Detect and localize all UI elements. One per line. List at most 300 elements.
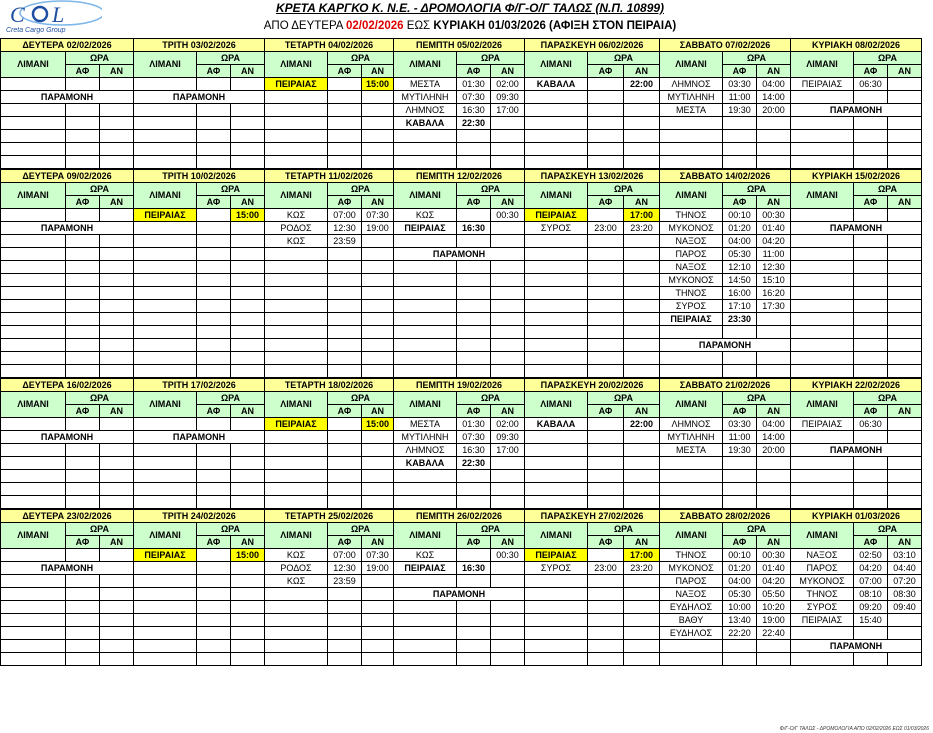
departure-cell: 15:00 <box>362 418 394 431</box>
day-header: ΚΥΡΙΑΚΗ 22/02/2026 <box>791 379 922 392</box>
port-cell <box>791 339 854 352</box>
port-cell <box>525 470 588 483</box>
port-cell <box>1 418 66 431</box>
port-cell <box>265 470 328 483</box>
arrival-cell: 16:30 <box>457 444 491 457</box>
port-cell <box>265 104 328 117</box>
departure-cell <box>100 457 134 470</box>
departure-cell <box>231 222 265 235</box>
arrival-cell <box>66 640 100 653</box>
port-cell: ΠΕΙΡΑΙΑΣ <box>525 549 588 562</box>
port-cell <box>1 627 66 640</box>
week-table <box>0 38 922 169</box>
departure-column-header: ΑΝ <box>757 65 791 78</box>
departure-cell <box>100 588 134 601</box>
port-column-header: ΛΙΜΑΝΙ <box>525 392 588 418</box>
page-title: ΚΡΕΤΑ ΚΑΡΓΚΟ Κ. Ν.Ε. - ΔΡΟΜΟΛΟΓΙΑ Φ/Γ-Ο/Γ ΤΑΛΩΣ (Ν.Π. 10899) <box>275 1 665 15</box>
arrival-cell <box>66 78 100 91</box>
port-cell: ΠΕΙΡΑΙΑΣ <box>265 78 328 91</box>
spacer-row <box>1 156 922 169</box>
day-header: ΠΕΜΠΤΗ 19/02/2026 <box>394 379 525 392</box>
schedule-row <box>1 222 922 235</box>
port-cell: ΚΩΣ <box>394 209 457 222</box>
departure-column-header: ΑΝ <box>624 405 660 418</box>
port-cell <box>660 352 723 365</box>
arrival-cell <box>588 235 624 248</box>
port-cell <box>791 274 854 287</box>
arrival-cell <box>66 326 100 339</box>
departure-cell: 19:00 <box>757 614 791 627</box>
port-cell <box>265 248 328 261</box>
departure-cell <box>362 444 394 457</box>
port-cell <box>1 313 66 326</box>
departure-column-header: ΑΝ <box>362 65 394 78</box>
arrival-cell <box>723 483 757 496</box>
departure-cell <box>757 457 791 470</box>
port-cell: ΤΗΝΟΣ <box>660 549 723 562</box>
departure-cell <box>624 287 660 300</box>
arrival-cell <box>723 326 757 339</box>
schedule-row <box>1 261 922 274</box>
departure-cell <box>100 640 134 653</box>
day-header: ΚΥΡΙΑΚΗ 15/02/2026 <box>791 170 922 183</box>
time-column-header: ΩΡΑ <box>328 523 394 536</box>
time-column-header: ΩΡΑ <box>66 183 134 196</box>
arrival-column-header: ΑΦ <box>854 65 888 78</box>
arrival-cell: 04:00 <box>723 235 757 248</box>
arrival-cell <box>854 261 888 274</box>
port-cell <box>394 143 457 156</box>
departure-column-header: ΑΝ <box>231 536 265 549</box>
port-cell: ΜΥΚΟΝΟΣ <box>791 575 854 588</box>
departure-cell <box>888 431 922 444</box>
departure-cell <box>231 352 265 365</box>
week-table <box>0 169 922 378</box>
port-cell <box>394 300 457 313</box>
port-cell <box>525 444 588 457</box>
port-cell <box>791 352 854 365</box>
arrival-column-header: ΑΦ <box>66 405 100 418</box>
schedule-row <box>1 143 922 156</box>
departure-cell <box>362 326 394 339</box>
departure-cell: 04:00 <box>757 418 791 431</box>
arrival-column-header: ΑΦ <box>854 196 888 209</box>
logo-caption: Creta Cargo Group <box>6 27 66 34</box>
arrival-cell: 22:30 <box>457 117 491 130</box>
departure-cell: 20:00 <box>757 444 791 457</box>
port-cell <box>134 601 197 614</box>
arrival-cell <box>457 130 491 143</box>
port-cell <box>134 313 197 326</box>
departure-column-header: ΑΝ <box>362 405 394 418</box>
departure-column-header: ΑΝ <box>100 405 134 418</box>
arrival-cell: 16:30 <box>457 222 491 235</box>
schedule-row <box>1 209 922 222</box>
arrival-column-header: ΑΦ <box>723 65 757 78</box>
departure-cell: 09:30 <box>491 91 525 104</box>
arrival-cell <box>457 575 491 588</box>
departure-cell <box>624 326 660 339</box>
port-column-header: ΛΙΜΑΝΙ <box>1 52 66 78</box>
time-column-header: ΩΡΑ <box>588 523 660 536</box>
port-cell <box>1 117 66 130</box>
departure-column-header: ΑΝ <box>757 196 791 209</box>
port-cell <box>265 313 328 326</box>
arrival-cell <box>457 352 491 365</box>
departure-cell <box>624 627 660 640</box>
arrival-cell <box>66 300 100 313</box>
departure-cell <box>888 300 922 313</box>
departure-cell <box>491 627 525 640</box>
port-cell <box>660 143 723 156</box>
arrival-cell <box>197 562 231 575</box>
port-cell: ΤΗΝΟΣ <box>791 588 854 601</box>
port-cell <box>1 640 66 653</box>
arrival-cell <box>66 601 100 614</box>
arrival-cell <box>328 274 362 287</box>
arrival-cell <box>588 444 624 457</box>
departure-cell: 15:00 <box>231 209 265 222</box>
port-cell: ΝΑΞΟΣ <box>660 235 723 248</box>
arrival-cell <box>66 483 100 496</box>
arrival-cell: 10:00 <box>723 601 757 614</box>
day-header: ΣΑΒΒΑΤΟ 14/02/2026 <box>660 170 791 183</box>
departure-cell <box>362 339 394 352</box>
port-cell <box>525 91 588 104</box>
port-cell <box>660 483 723 496</box>
arrival-cell <box>854 300 888 313</box>
departure-cell <box>888 326 922 339</box>
port-cell: ΜΥΚΟΝΟΣ <box>660 562 723 575</box>
departure-cell <box>231 627 265 640</box>
departure-cell: 00:30 <box>757 209 791 222</box>
departure-cell <box>491 640 525 653</box>
port-cell <box>525 457 588 470</box>
port-cell <box>525 130 588 143</box>
subtitle-pre: ΑΠΟ ΔΕΥΤΕΡΑ <box>263 20 347 32</box>
arrival-cell <box>66 352 100 365</box>
departure-cell <box>231 614 265 627</box>
departure-cell <box>491 601 525 614</box>
stay-label: ΠΑΡΑΜΟΝΗ <box>1 431 134 444</box>
departure-cell <box>100 614 134 627</box>
departure-cell <box>100 575 134 588</box>
arrival-cell <box>66 614 100 627</box>
arrival-cell <box>197 248 231 261</box>
port-cell <box>660 130 723 143</box>
port-cell: ΚΑΒΑΛΑ <box>394 457 457 470</box>
day-header: ΠΑΡΑΣΚΕΥΗ 13/02/2026 <box>525 170 660 183</box>
arrival-cell <box>723 143 757 156</box>
departure-cell <box>231 575 265 588</box>
port-cell <box>1 287 66 300</box>
port-cell <box>134 457 197 470</box>
departure-cell: 19:00 <box>362 222 394 235</box>
arrival-cell <box>197 444 231 457</box>
arrival-cell <box>854 431 888 444</box>
port-cell <box>265 627 328 640</box>
arrival-cell: 17:10 <box>723 300 757 313</box>
port-cell <box>1 457 66 470</box>
departure-cell <box>624 300 660 313</box>
departure-cell <box>491 130 525 143</box>
arrival-cell: 14:50 <box>723 274 757 287</box>
arrival-cell <box>66 549 100 562</box>
departure-cell <box>624 143 660 156</box>
departure-cell: 00:30 <box>491 209 525 222</box>
departure-cell <box>100 470 134 483</box>
arrival-cell <box>588 287 624 300</box>
port-column-header: ΛΙΜΑΝΙ <box>1 183 66 209</box>
stay-label: ΠΑΡΑΜΟΝΗ <box>134 431 265 444</box>
arrival-column-header: ΑΦ <box>588 405 624 418</box>
arrival-cell <box>588 104 624 117</box>
arrival-cell <box>588 614 624 627</box>
port-cell: ΜΕΣΤΑ <box>394 78 457 91</box>
port-cell: ΤΗΝΟΣ <box>660 209 723 222</box>
departure-cell <box>100 143 134 156</box>
departure-cell <box>231 287 265 300</box>
departure-column-header: ΑΝ <box>491 196 525 209</box>
day-header: ΤΡΙΤΗ 24/02/2026 <box>134 510 265 523</box>
port-cell <box>134 640 197 653</box>
departure-cell: 22:40 <box>757 627 791 640</box>
port-column-header: ΛΙΜΑΝΙ <box>134 183 197 209</box>
departure-cell <box>491 287 525 300</box>
departure-cell <box>100 326 134 339</box>
arrival-cell <box>66 209 100 222</box>
port-cell <box>394 352 457 365</box>
port-cell <box>134 352 197 365</box>
departure-cell: 07:30 <box>362 209 394 222</box>
arrival-cell <box>328 483 362 496</box>
arrival-cell: 23:00 <box>588 562 624 575</box>
departure-cell <box>362 130 394 143</box>
arrival-cell <box>854 352 888 365</box>
arrival-cell <box>328 444 362 457</box>
departure-cell <box>888 209 922 222</box>
schedule-row <box>1 575 922 588</box>
port-cell <box>791 261 854 274</box>
port-cell <box>525 326 588 339</box>
departure-cell <box>624 457 660 470</box>
departure-column-header: ΑΝ <box>624 536 660 549</box>
port-cell <box>1 104 66 117</box>
arrival-column-header: ΑΦ <box>328 65 362 78</box>
port-cell: ΤΗΝΟΣ <box>660 287 723 300</box>
arrival-cell <box>854 287 888 300</box>
port-column-header: ΛΙΜΑΝΙ <box>265 392 328 418</box>
time-column-header: ΩΡΑ <box>328 392 394 405</box>
arrival-cell <box>457 313 491 326</box>
time-column-header: ΩΡΑ <box>588 392 660 405</box>
port-column-header: ΛΙΜΑΝΙ <box>1 523 66 549</box>
stay-label: ΠΑΡΑΜΟΝΗ <box>791 444 922 457</box>
port-cell <box>1 339 66 352</box>
arrival-cell <box>66 313 100 326</box>
arrival-cell <box>723 117 757 130</box>
port-cell <box>1 248 66 261</box>
arrival-cell <box>854 313 888 326</box>
arrival-column-header: ΑΦ <box>588 196 624 209</box>
port-cell: ΠΕΙΡΑΙΑΣ <box>791 78 854 91</box>
port-cell <box>134 470 197 483</box>
arrival-cell <box>588 588 624 601</box>
schedule-row <box>1 313 922 326</box>
arrival-cell <box>588 431 624 444</box>
departure-cell <box>888 248 922 261</box>
port-cell: ΠΑΡΟΣ <box>660 248 723 261</box>
port-column-header: ΛΙΜΑΝΙ <box>525 52 588 78</box>
departure-cell <box>624 235 660 248</box>
arrival-cell: 06:30 <box>854 418 888 431</box>
port-cell <box>394 627 457 640</box>
arrival-cell: 07:30 <box>457 431 491 444</box>
arrival-cell <box>588 117 624 130</box>
departure-cell <box>362 313 394 326</box>
departure-cell <box>362 601 394 614</box>
arrival-cell <box>457 483 491 496</box>
day-header: ΤΡΙΤΗ 17/02/2026 <box>134 379 265 392</box>
arrival-cell <box>588 209 624 222</box>
port-cell: ΠΕΙΡΑΙΑΣ <box>265 418 328 431</box>
arrival-cell <box>457 235 491 248</box>
departure-cell <box>888 143 922 156</box>
port-cell <box>1 261 66 274</box>
arrival-cell <box>588 601 624 614</box>
port-cell <box>265 143 328 156</box>
subtitle-start-date: 02/02/2026 <box>346 20 404 32</box>
departure-cell <box>231 274 265 287</box>
port-cell <box>525 143 588 156</box>
arrival-cell <box>66 117 100 130</box>
arrival-cell: 12:30 <box>328 562 362 575</box>
arrival-column-header: ΑΦ <box>854 405 888 418</box>
departure-column-header: ΑΝ <box>888 196 922 209</box>
port-cell <box>134 78 197 91</box>
port-cell: ΠΕΙΡΑΙΑΣ <box>791 418 854 431</box>
departure-cell <box>757 640 791 653</box>
arrival-cell <box>328 300 362 313</box>
arrival-cell <box>588 575 624 588</box>
port-cell <box>525 104 588 117</box>
arrival-column-header: ΑΦ <box>197 405 231 418</box>
port-cell <box>791 209 854 222</box>
port-column-header: ΛΙΜΑΝΙ <box>134 392 197 418</box>
departure-column-header: ΑΝ <box>231 405 265 418</box>
arrival-column-header: ΑΦ <box>723 536 757 549</box>
arrival-cell <box>457 614 491 627</box>
port-cell <box>134 143 197 156</box>
arrival-cell <box>66 418 100 431</box>
departure-cell <box>491 143 525 156</box>
port-cell: ΠΕΙΡΑΙΑΣ <box>394 562 457 575</box>
arrival-cell <box>723 470 757 483</box>
port-cell <box>791 130 854 143</box>
departure-cell: 16:20 <box>757 287 791 300</box>
port-cell <box>525 431 588 444</box>
arrival-cell <box>197 130 231 143</box>
departure-column-header: ΑΝ <box>624 65 660 78</box>
departure-cell <box>888 457 922 470</box>
arrival-column-header: ΑΦ <box>66 196 100 209</box>
arrival-cell: 22:30 <box>457 457 491 470</box>
day-header: ΔΕΥΤΕΡΑ 02/02/2026 <box>1 39 134 52</box>
arrival-cell: 11:00 <box>723 91 757 104</box>
port-cell <box>660 457 723 470</box>
arrival-cell: 11:00 <box>723 431 757 444</box>
port-cell <box>265 287 328 300</box>
port-column-header: ΛΙΜΑΝΙ <box>525 523 588 549</box>
port-column-header: ΛΙΜΑΝΙ <box>265 523 328 549</box>
time-column-header: ΩΡΑ <box>328 52 394 65</box>
port-cell <box>394 287 457 300</box>
day-header: ΚΥΡΙΑΚΗ 08/02/2026 <box>791 39 922 52</box>
port-cell <box>394 326 457 339</box>
arrival-column-header: ΑΦ <box>457 536 491 549</box>
arrival-cell <box>328 457 362 470</box>
arrival-cell: 12:10 <box>723 261 757 274</box>
port-cell <box>134 614 197 627</box>
day-header: ΤΡΙΤΗ 03/02/2026 <box>134 39 265 52</box>
arrival-cell <box>588 640 624 653</box>
departure-cell <box>100 248 134 261</box>
port-cell <box>394 640 457 653</box>
departure-cell <box>624 91 660 104</box>
port-cell <box>134 575 197 588</box>
departure-cell: 00:30 <box>491 549 525 562</box>
departure-cell <box>362 143 394 156</box>
port-cell <box>1 601 66 614</box>
departure-cell <box>624 274 660 287</box>
departure-cell <box>757 470 791 483</box>
departure-column-header: ΑΝ <box>362 196 394 209</box>
arrival-cell <box>457 339 491 352</box>
departure-cell: 03:10 <box>888 549 922 562</box>
schedule-row <box>1 287 922 300</box>
stay-label: ΠΑΡΑΜΟΝΗ <box>791 640 922 653</box>
day-header: ΠΑΡΑΣΚΕΥΗ 20/02/2026 <box>525 379 660 392</box>
arrival-cell <box>197 326 231 339</box>
port-cell: ΚΩΣ <box>394 549 457 562</box>
departure-cell <box>491 261 525 274</box>
departure-cell <box>888 78 922 91</box>
arrival-cell <box>854 627 888 640</box>
arrival-cell: 23:59 <box>328 235 362 248</box>
port-cell: ΚΩΣ <box>265 549 328 562</box>
departure-cell <box>231 601 265 614</box>
port-column-header: ΛΙΜΑΝΙ <box>791 52 854 78</box>
arrival-cell <box>457 627 491 640</box>
departure-cell: 11:00 <box>757 248 791 261</box>
port-cell <box>791 431 854 444</box>
arrival-cell: 03:30 <box>723 78 757 91</box>
departure-cell: 17:00 <box>491 444 525 457</box>
port-cell <box>1 549 66 562</box>
departure-cell <box>100 209 134 222</box>
port-cell <box>1 209 66 222</box>
port-cell <box>525 261 588 274</box>
departure-cell <box>231 248 265 261</box>
port-cell <box>525 588 588 601</box>
arrival-column-header: ΑΦ <box>457 65 491 78</box>
departure-cell <box>231 418 265 431</box>
arrival-cell <box>328 470 362 483</box>
port-cell <box>525 627 588 640</box>
departure-cell: 08:30 <box>888 588 922 601</box>
arrival-cell <box>328 601 362 614</box>
departure-cell <box>757 130 791 143</box>
